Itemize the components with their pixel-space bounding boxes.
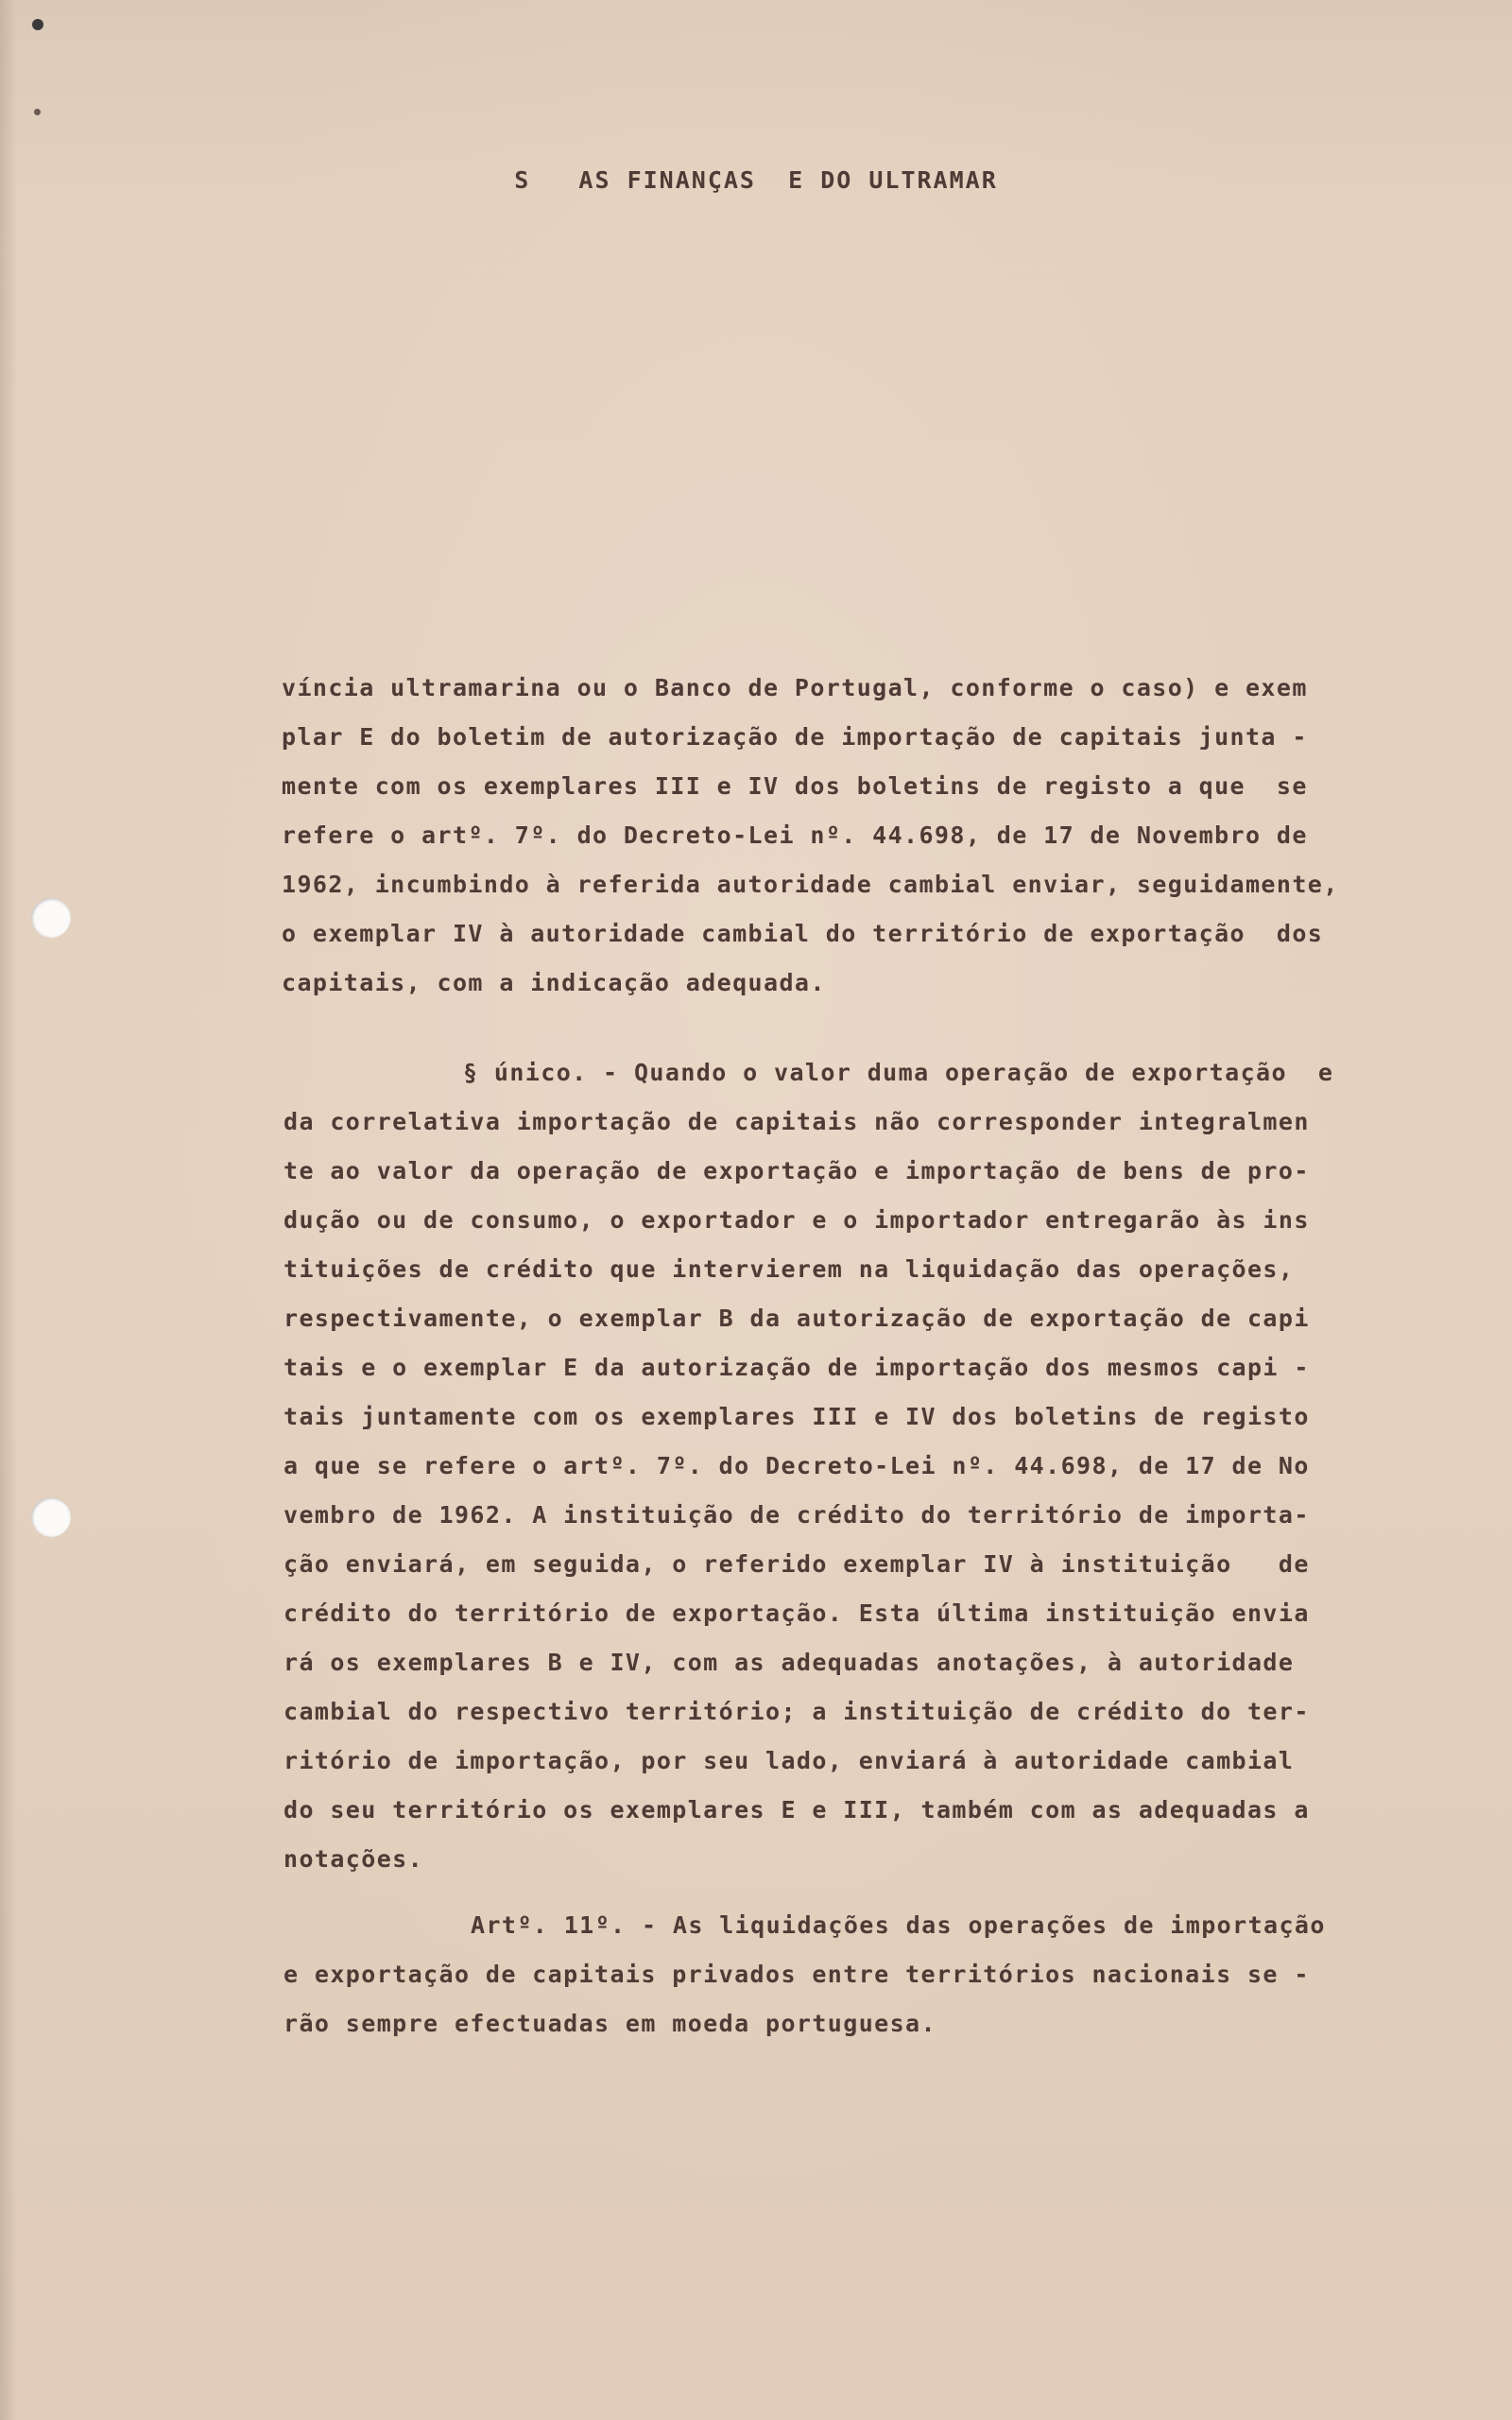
- text-line: tituições de crédito que intervierem na liquidação das operações,: [284, 1255, 1295, 1283]
- text-line: refere o artº. 7º. do Decreto-Lei nº. 44.698, de 17 de Novembro de: [282, 821, 1308, 849]
- text-line: ritório de importação, por seu lado, enviará à autoridade cambial: [284, 1747, 1295, 1774]
- text-line: tais juntamente com os exemplares III e IV dos boletins de registo: [284, 1403, 1310, 1430]
- text-line: mente com os exemplares III e IV dos boletins de registo a que se: [282, 772, 1308, 800]
- text-line: 1962, incumbindo à referida autoridade cambial enviar, seguidamente,: [282, 871, 1339, 898]
- text-line: respectivamente, o exemplar B da autorização de exportação de capi: [284, 1305, 1310, 1332]
- text-line: notações.: [284, 1845, 424, 1873]
- text-line: víncia ultramarina ou o Banco de Portugal, conforme o caso) e exem: [282, 674, 1308, 701]
- text-line: plar E do boletim de autorização de importação de capitais junta -: [282, 723, 1308, 751]
- text-line: da correlativa importação de capitais não corresponder integralmen: [284, 1108, 1310, 1135]
- text-line: rá os exemplares B e IV, com as adequadas anotações, à autoridade: [284, 1649, 1295, 1676]
- text-line: te ao valor da operação de exportação e importação de bens de pro-: [284, 1157, 1310, 1184]
- text-line: tais e o exemplar E da autorização de importação dos mesmos capi -: [284, 1354, 1310, 1381]
- punch-hole-lower: [31, 1497, 71, 1537]
- article-heading-line: Artº. 11º. - As liquidações das operações de importação: [471, 1911, 1326, 1939]
- text-line: capitais, com a indicação adequada.: [282, 969, 826, 996]
- text-line: dução ou de consumo, o exportador e o importador entregarão às ins: [284, 1206, 1310, 1234]
- pin-mark-small: [34, 109, 41, 115]
- text-line: vembro de 1962. A instituição de crédito do território de importa-: [284, 1501, 1310, 1529]
- paragraph-start-line: § único. - Quando o valor duma operação de exportação e: [463, 1059, 1334, 1086]
- pin-mark-top: [32, 19, 43, 30]
- text-line: cambial do respectivo território; a instituição de crédito do ter-: [284, 1698, 1310, 1725]
- text-line: a que se refere o artº. 7º. do Decreto-Lei nº. 44.698, de 17 de No: [284, 1452, 1310, 1479]
- page-edge-shadow: [0, 0, 17, 2420]
- text-line: ção enviará, em seguida, o referido exemplar IV à instituição de: [284, 1550, 1310, 1578]
- text-line: e exportação de capitais privados entre territórios nacionais se -: [284, 1961, 1310, 1988]
- text-line: o exemplar IV à autoridade cambial do território de exportação dos: [282, 920, 1324, 947]
- document-header: S AS FINANÇAS E DO ULTRAMAR: [514, 166, 998, 194]
- text-line: rão sempre efectuadas em moeda portuguesa.: [284, 2010, 936, 2037]
- punch-hole-upper: [31, 898, 71, 938]
- text-line: crédito do território de exportação. Esta última instituição envia: [284, 1599, 1310, 1627]
- text-line: do seu território os exemplares E e III, também com as adequadas a: [284, 1796, 1310, 1824]
